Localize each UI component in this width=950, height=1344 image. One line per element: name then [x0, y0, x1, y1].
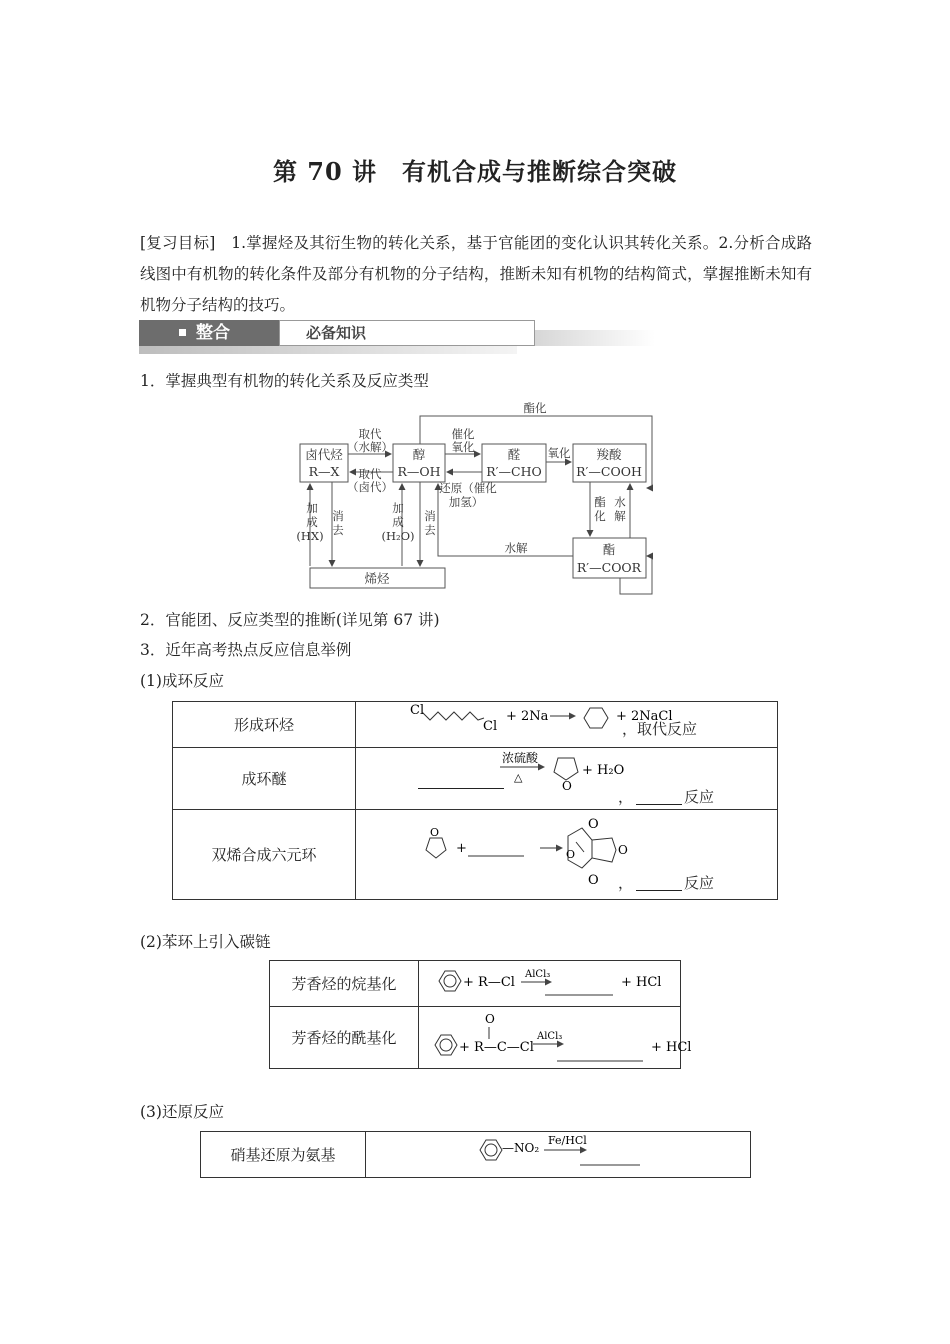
svg-text:+ 2Na: + 2Na — [506, 709, 549, 724]
section-banner — [139, 318, 517, 352]
row-label: 成环醚 — [173, 748, 356, 810]
svg-text:取代: 取代 — [358, 427, 382, 441]
svg-text:加: 加 — [306, 501, 318, 515]
svg-text:加: 加 — [392, 501, 404, 515]
banner-dark — [139, 320, 279, 346]
svg-text:成: 成 — [306, 515, 318, 529]
sub3-heading: (3)还原反应 — [140, 1103, 224, 1121]
svg-text:O: O — [588, 817, 599, 832]
sub1-heading: (1)成环反应 — [140, 672, 224, 690]
furan-icon — [426, 838, 446, 858]
svg-text:Cl: Cl — [410, 703, 425, 718]
page-title: 第 70 讲 有机合成与推断综合突破 — [272, 157, 678, 186]
table-row — [173, 810, 778, 900]
svg-text:+ HCl: + HCl — [621, 975, 662, 990]
conversion-diagram — [290, 396, 660, 596]
banner-light — [279, 320, 535, 346]
nitro-reduction-equation — [474, 1132, 674, 1176]
halide-name: 卤代烃 — [305, 447, 343, 462]
banner-left-label: 整合 — [196, 323, 230, 343]
row-label: 形成环烃 — [173, 702, 356, 748]
svg-text:水: 水 — [614, 495, 626, 509]
svg-text:酯: 酯 — [594, 495, 606, 509]
row-label: 硝基还原为氨基 — [201, 1132, 366, 1178]
svg-text:O: O — [588, 873, 599, 888]
svg-text:氧化: 氧化 — [547, 446, 571, 460]
svg-text:+ 2NaCl: + 2NaCl — [616, 709, 673, 724]
svg-text:+ H₂O: + H₂O — [582, 763, 625, 778]
acid-name: 羧酸 — [596, 447, 622, 462]
table-row — [201, 1132, 751, 1178]
banner-right-label: 必备知识 — [306, 324, 367, 342]
diels-alder-equation — [416, 812, 646, 898]
row-content: O + O O O O ， 反应 — [356, 810, 778, 900]
svg-text:O: O — [562, 779, 572, 793]
benzene-icon — [435, 1035, 457, 1055]
acid-formula: R′—COOH — [576, 464, 642, 479]
dihydrofuran-icon — [554, 758, 578, 780]
row-label: 芳香烃的酰基化 — [270, 1007, 419, 1069]
benzene-icon — [439, 971, 461, 991]
svg-text:+ R—Cl: + R—Cl — [463, 975, 515, 990]
svg-text:AlCl₃: AlCl₃ — [525, 969, 551, 980]
label-esterify-top: 酯化 — [523, 401, 547, 415]
svg-text:催化: 催化 — [451, 427, 475, 441]
svg-text:△: △ — [514, 771, 523, 784]
svg-text:—NO₂: —NO₂ — [502, 1141, 540, 1155]
table-row — [270, 961, 681, 1007]
svg-text:Fe/HCl: Fe/HCl — [548, 1134, 587, 1147]
row-content — [366, 1132, 751, 1178]
reduction-table — [200, 1131, 751, 1178]
svg-text:去: 去 — [332, 523, 344, 537]
square-icon — [179, 329, 186, 336]
acylation-equation — [429, 1009, 692, 1067]
review-label: [复习目标] — [140, 234, 216, 252]
svg-text:O: O — [430, 826, 440, 839]
ring-formation-table — [172, 701, 778, 900]
row-content: 浓硫酸 △ O + H₂O ， 反应 — [356, 748, 778, 810]
bicyclic-anhydride-icon — [568, 828, 616, 868]
svg-text:O: O — [618, 843, 628, 857]
svg-text:+ R—C—Cl: + R—C—Cl — [459, 1040, 534, 1055]
svg-text:(HX): (HX) — [296, 529, 324, 543]
alkylation-equation — [433, 965, 673, 1005]
svg-text:还原（催化: 还原（催化 — [439, 481, 497, 495]
svg-text:O: O — [566, 848, 576, 861]
row-content — [419, 961, 681, 1007]
svg-text:解: 解 — [614, 509, 626, 523]
alcohol-formula: R—OH — [397, 464, 441, 479]
svg-text:消: 消 — [424, 509, 436, 523]
benzene-icon — [480, 1140, 502, 1160]
review-goals — [140, 228, 812, 321]
halide-formula: R—X — [308, 464, 340, 479]
svg-text:氧化: 氧化 — [451, 440, 475, 454]
svg-text:+: + — [456, 841, 467, 856]
aldehyde-name: 醛 — [507, 447, 521, 462]
svg-text:O: O — [485, 1012, 495, 1026]
svg-text:加氢）: 加氢） — [448, 495, 484, 509]
svg-text:去: 去 — [424, 523, 436, 537]
svg-text:+ HCl: + HCl — [651, 1040, 692, 1055]
row-content — [419, 1007, 692, 1069]
svg-text:浓硫酸: 浓硫酸 — [502, 751, 539, 765]
section2-heading: 2．官能团、反应类型的推断(详见第 67 讲) — [140, 611, 440, 629]
aldehyde-formula: R′—CHO — [486, 464, 542, 479]
table-row — [173, 702, 778, 748]
row-label: 双烯合成六元环 — [173, 810, 356, 900]
alcohol-name: 醇 — [412, 447, 426, 462]
table-row — [173, 748, 778, 810]
section3-heading: 3．近年高考热点反应信息举例 — [140, 641, 352, 659]
svg-text:水解: 水解 — [504, 541, 528, 555]
table-row — [270, 1007, 681, 1069]
svg-text:（卤代）: （卤代） — [347, 480, 393, 494]
svg-text:（水解）: （水解） — [347, 440, 393, 454]
svg-text:消: 消 — [332, 509, 344, 523]
carbon-chain-table — [269, 960, 692, 1069]
row-content: Cl Cl + 2Na + 2NaCl ，取代反应 — [356, 702, 778, 748]
svg-text:Cl: Cl — [483, 719, 498, 734]
sub2-heading: (2)苯环上引入碳链 — [140, 933, 271, 951]
section1-heading: 1．掌握典型有机物的转化关系及反应类型 — [140, 372, 429, 390]
review-text: 1.掌握烃及其衍生物的转化关系，基于官能团的变化认识其转化关系。2.分析合成路线图中有机物的转化条件及部分有机物的分子结构，推断未知有机物的结构简式，掌握推断未知有机物分子结构的技巧。 — [140, 234, 812, 314]
svg-text:AlCl₃: AlCl₃ — [537, 1031, 563, 1042]
svg-text:(H₂O): (H₂O) — [381, 529, 415, 543]
ester-name: 酯 — [602, 542, 616, 557]
row-label: 芳香烃的烷基化 — [270, 961, 419, 1007]
svg-text:成: 成 — [392, 515, 404, 529]
svg-text:化: 化 — [594, 509, 606, 523]
alkene-name: 烯烃 — [364, 571, 390, 586]
ester-formula: R′—COOR — [576, 560, 642, 575]
cyclohexane-icon — [584, 708, 608, 728]
svg-text:取代: 取代 — [358, 467, 382, 481]
